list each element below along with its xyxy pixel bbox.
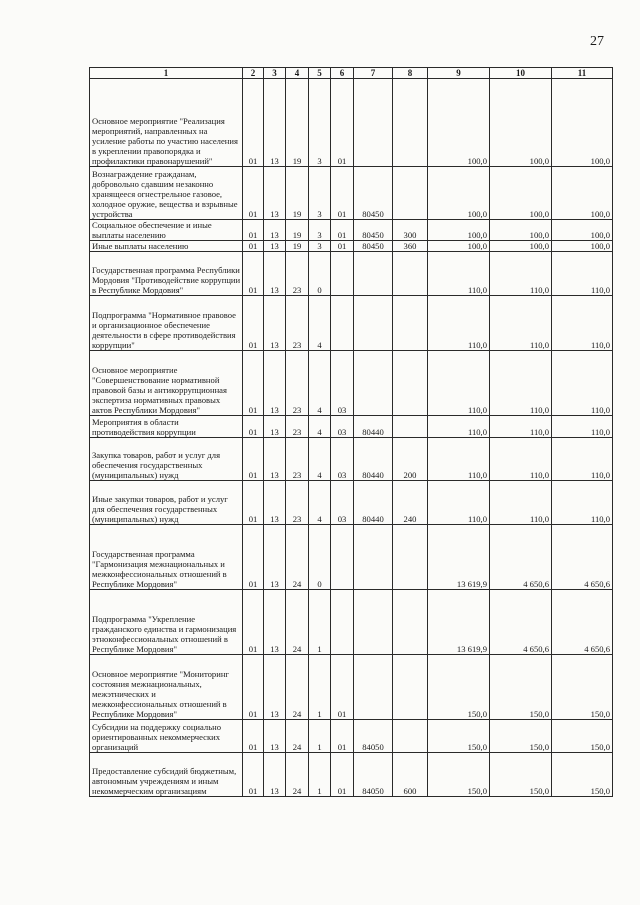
code-cell: 13 <box>264 590 286 655</box>
amount-cell: 110,0 <box>552 252 613 296</box>
code-cell: 01 <box>331 79 354 167</box>
amount-cell: 110,0 <box>428 252 490 296</box>
amount-cell: 150,0 <box>490 720 552 753</box>
code-cell: 13 <box>264 167 286 220</box>
amount-cell: 100,0 <box>428 79 490 167</box>
row-name-cell: Основное мероприятие "Совершенствование нормативной правовой базы и антикоррупционная экспертиза нормативных правовых актов Республики Мордовия" <box>90 351 243 416</box>
column-header: 6 <box>331 68 354 79</box>
amount-cell: 110,0 <box>490 416 552 438</box>
amount-cell: 110,0 <box>552 296 613 351</box>
amount-cell: 150,0 <box>552 753 613 797</box>
amount-cell: 110,0 <box>428 296 490 351</box>
amount-cell: 110,0 <box>490 481 552 525</box>
table-row <box>90 655 613 720</box>
code-cell: 01 <box>243 220 264 241</box>
table-row <box>90 753 613 797</box>
code-cell: 23 <box>286 416 309 438</box>
amount-cell: 110,0 <box>552 438 613 481</box>
code-cell <box>354 525 393 590</box>
column-header: 2 <box>243 68 264 79</box>
code-cell: 13 <box>264 296 286 351</box>
row-name-cell: Социальное обеспечение и иные выплаты населению <box>90 220 243 241</box>
code-cell: 4 <box>309 416 331 438</box>
code-cell: 13 <box>264 252 286 296</box>
code-cell: 01 <box>331 241 354 252</box>
code-cell <box>393 655 428 720</box>
code-cell: 03 <box>331 438 354 481</box>
page-number: 27 <box>590 34 604 49</box>
amount-cell: 13 619,9 <box>428 590 490 655</box>
column-header: 11 <box>552 68 613 79</box>
code-cell: 80450 <box>354 220 393 241</box>
table-row <box>90 241 613 252</box>
code-cell: 13 <box>264 438 286 481</box>
code-cell: 1 <box>309 753 331 797</box>
code-cell <box>393 296 428 351</box>
code-cell: 1 <box>309 720 331 753</box>
amount-cell: 110,0 <box>428 438 490 481</box>
code-cell: 01 <box>331 753 354 797</box>
code-cell: 13 <box>264 220 286 241</box>
code-cell: 03 <box>331 416 354 438</box>
row-name-cell: Предоставление субсидий бюджетным, автономным учреждениям и иным некоммерческим организациям <box>90 753 243 797</box>
column-header: 1 <box>90 68 243 79</box>
code-cell: 80440 <box>354 416 393 438</box>
code-cell <box>354 590 393 655</box>
table-row <box>90 167 613 220</box>
row-name-cell: Государственная программа "Гармонизация межнациональных и межконфессиональных отношений в Республике Мордовия" <box>90 525 243 590</box>
amount-cell: 110,0 <box>552 416 613 438</box>
code-cell: 1 <box>309 655 331 720</box>
code-cell: 23 <box>286 438 309 481</box>
code-cell: 01 <box>243 438 264 481</box>
amount-cell: 110,0 <box>490 252 552 296</box>
code-cell: 19 <box>286 220 309 241</box>
code-cell: 19 <box>286 167 309 220</box>
column-header: 9 <box>428 68 490 79</box>
amount-cell: 100,0 <box>490 79 552 167</box>
code-cell: 600 <box>393 753 428 797</box>
row-name-cell: Иные выплаты населению <box>90 241 243 252</box>
table-row <box>90 252 613 296</box>
code-cell: 13 <box>264 753 286 797</box>
table-body <box>90 79 613 797</box>
code-cell: 19 <box>286 241 309 252</box>
row-name-cell: Мероприятия в области противодействия коррупции <box>90 416 243 438</box>
code-cell: 24 <box>286 655 309 720</box>
code-cell: 13 <box>264 241 286 252</box>
code-cell: 1 <box>309 590 331 655</box>
code-cell <box>393 167 428 220</box>
code-cell: 360 <box>393 241 428 252</box>
code-cell <box>393 590 428 655</box>
code-cell: 4 <box>309 481 331 525</box>
amount-cell: 100,0 <box>428 241 490 252</box>
code-cell: 01 <box>243 167 264 220</box>
code-cell: 23 <box>286 351 309 416</box>
amount-cell: 100,0 <box>490 167 552 220</box>
amount-cell: 110,0 <box>428 481 490 525</box>
code-cell: 80450 <box>354 167 393 220</box>
amount-cell: 110,0 <box>490 351 552 416</box>
amount-cell: 4 650,6 <box>552 590 613 655</box>
amount-cell: 150,0 <box>428 655 490 720</box>
amount-cell: 100,0 <box>552 167 613 220</box>
code-cell: 01 <box>243 351 264 416</box>
code-cell: 01 <box>331 220 354 241</box>
table-row <box>90 296 613 351</box>
amount-cell: 100,0 <box>552 220 613 241</box>
code-cell: 01 <box>243 296 264 351</box>
amount-cell: 150,0 <box>428 753 490 797</box>
code-cell: 0 <box>309 525 331 590</box>
amount-cell: 110,0 <box>428 416 490 438</box>
code-cell <box>331 525 354 590</box>
code-cell: 13 <box>264 525 286 590</box>
code-cell <box>354 351 393 416</box>
column-header: 5 <box>309 68 331 79</box>
code-cell: 01 <box>331 655 354 720</box>
amount-cell: 100,0 <box>552 241 613 252</box>
amount-cell: 4 650,6 <box>490 525 552 590</box>
code-cell: 80450 <box>354 241 393 252</box>
amount-cell: 100,0 <box>552 79 613 167</box>
row-name-cell: Подпрограмма "Укрепление гражданского единства и гармонизация этноконфессиональных отношений в Республике Мордовия" <box>90 590 243 655</box>
code-cell: 3 <box>309 167 331 220</box>
amount-cell: 13 619,9 <box>428 525 490 590</box>
code-cell: 24 <box>286 720 309 753</box>
amount-cell: 100,0 <box>428 167 490 220</box>
amount-cell: 110,0 <box>428 351 490 416</box>
code-cell <box>354 79 393 167</box>
code-cell: 4 <box>309 438 331 481</box>
code-cell: 01 <box>243 525 264 590</box>
code-cell: 01 <box>331 167 354 220</box>
code-cell <box>331 252 354 296</box>
code-cell <box>331 296 354 351</box>
table-row <box>90 525 613 590</box>
code-cell <box>393 416 428 438</box>
column-header: 8 <box>393 68 428 79</box>
column-header: 3 <box>264 68 286 79</box>
row-name-cell: Основное мероприятие "Реализация мероприятий, направленных на усиление работы по участию населения в укреплении правопорядка и профилактики правонарушений" <box>90 79 243 167</box>
amount-cell: 4 650,6 <box>490 590 552 655</box>
amount-cell: 110,0 <box>490 438 552 481</box>
amount-cell: 110,0 <box>552 351 613 416</box>
code-cell <box>393 79 428 167</box>
code-cell: 24 <box>286 753 309 797</box>
row-name-cell: Основное мероприятие "Мониторинг состояния межнациональных, межэтнических и межконфессиональных отношений в Республике Мордовия" <box>90 655 243 720</box>
amount-cell: 150,0 <box>490 655 552 720</box>
code-cell: 13 <box>264 481 286 525</box>
code-cell: 01 <box>243 241 264 252</box>
code-cell: 01 <box>243 720 264 753</box>
code-cell: 80440 <box>354 438 393 481</box>
row-name-cell: Государственная программа Республики Мордовия "Противодействие коррупции в Республике Мордовия" <box>90 252 243 296</box>
code-cell: 80440 <box>354 481 393 525</box>
table-row <box>90 416 613 438</box>
code-cell: 01 <box>331 720 354 753</box>
code-cell: 300 <box>393 220 428 241</box>
amount-cell: 100,0 <box>490 241 552 252</box>
code-cell <box>393 525 428 590</box>
row-name-cell: Субсидии на поддержку социально ориентированных некоммерческих организаций <box>90 720 243 753</box>
code-cell: 24 <box>286 525 309 590</box>
table-row <box>90 481 613 525</box>
code-cell <box>354 296 393 351</box>
code-cell: 13 <box>264 720 286 753</box>
table-row <box>90 438 613 481</box>
code-cell: 01 <box>243 79 264 167</box>
column-header: 7 <box>354 68 393 79</box>
code-cell: 01 <box>243 753 264 797</box>
code-cell: 200 <box>393 438 428 481</box>
code-cell: 3 <box>309 241 331 252</box>
code-cell: 4 <box>309 351 331 416</box>
budget-table <box>89 67 613 797</box>
code-cell: 24 <box>286 590 309 655</box>
code-cell <box>393 720 428 753</box>
row-name-cell: Закупка товаров, работ и услуг для обеспечения государственных (муниципальных) нужд <box>90 438 243 481</box>
amount-cell: 150,0 <box>428 720 490 753</box>
code-cell: 19 <box>286 79 309 167</box>
amount-cell: 150,0 <box>552 655 613 720</box>
table-row <box>90 720 613 753</box>
table-row <box>90 79 613 167</box>
code-cell: 3 <box>309 220 331 241</box>
amount-cell: 100,0 <box>428 220 490 241</box>
code-cell: 23 <box>286 252 309 296</box>
row-name-cell: Иные закупки товаров, работ и услуг для обеспечения государственных (муниципальных) нужд <box>90 481 243 525</box>
code-cell: 0 <box>309 252 331 296</box>
column-header: 4 <box>286 68 309 79</box>
code-cell: 3 <box>309 79 331 167</box>
code-cell: 01 <box>243 655 264 720</box>
code-cell <box>393 252 428 296</box>
column-header: 10 <box>490 68 552 79</box>
code-cell: 01 <box>243 416 264 438</box>
code-cell: 4 <box>309 296 331 351</box>
code-cell: 84050 <box>354 753 393 797</box>
amount-cell: 150,0 <box>490 753 552 797</box>
code-cell: 01 <box>243 252 264 296</box>
code-cell <box>354 252 393 296</box>
code-cell: 03 <box>331 481 354 525</box>
code-cell <box>354 655 393 720</box>
table-row <box>90 590 613 655</box>
code-cell: 84050 <box>354 720 393 753</box>
code-cell: 13 <box>264 79 286 167</box>
table-row <box>90 351 613 416</box>
amount-cell: 110,0 <box>552 481 613 525</box>
row-name-cell: Подпрограмма "Нормативное правовое и организационное обеспечение деятельности в сфере противодействия коррупции" <box>90 296 243 351</box>
code-cell: 13 <box>264 416 286 438</box>
amount-cell: 4 650,6 <box>552 525 613 590</box>
code-cell: 240 <box>393 481 428 525</box>
amount-cell: 110,0 <box>490 296 552 351</box>
code-cell <box>393 351 428 416</box>
code-cell: 23 <box>286 296 309 351</box>
code-cell: 01 <box>243 590 264 655</box>
row-name-cell: Вознаграждение гражданам, добровольно сдавшим незаконно хранящееся огнестрельное газовое, холодное оружие, вещества и взрывные устройства <box>90 167 243 220</box>
code-cell: 01 <box>243 481 264 525</box>
code-cell: 13 <box>264 655 286 720</box>
code-cell: 13 <box>264 351 286 416</box>
header-row <box>90 68 613 79</box>
amount-cell: 100,0 <box>490 220 552 241</box>
code-cell: 03 <box>331 351 354 416</box>
code-cell <box>331 590 354 655</box>
code-cell: 23 <box>286 481 309 525</box>
table-row <box>90 220 613 241</box>
amount-cell: 150,0 <box>552 720 613 753</box>
